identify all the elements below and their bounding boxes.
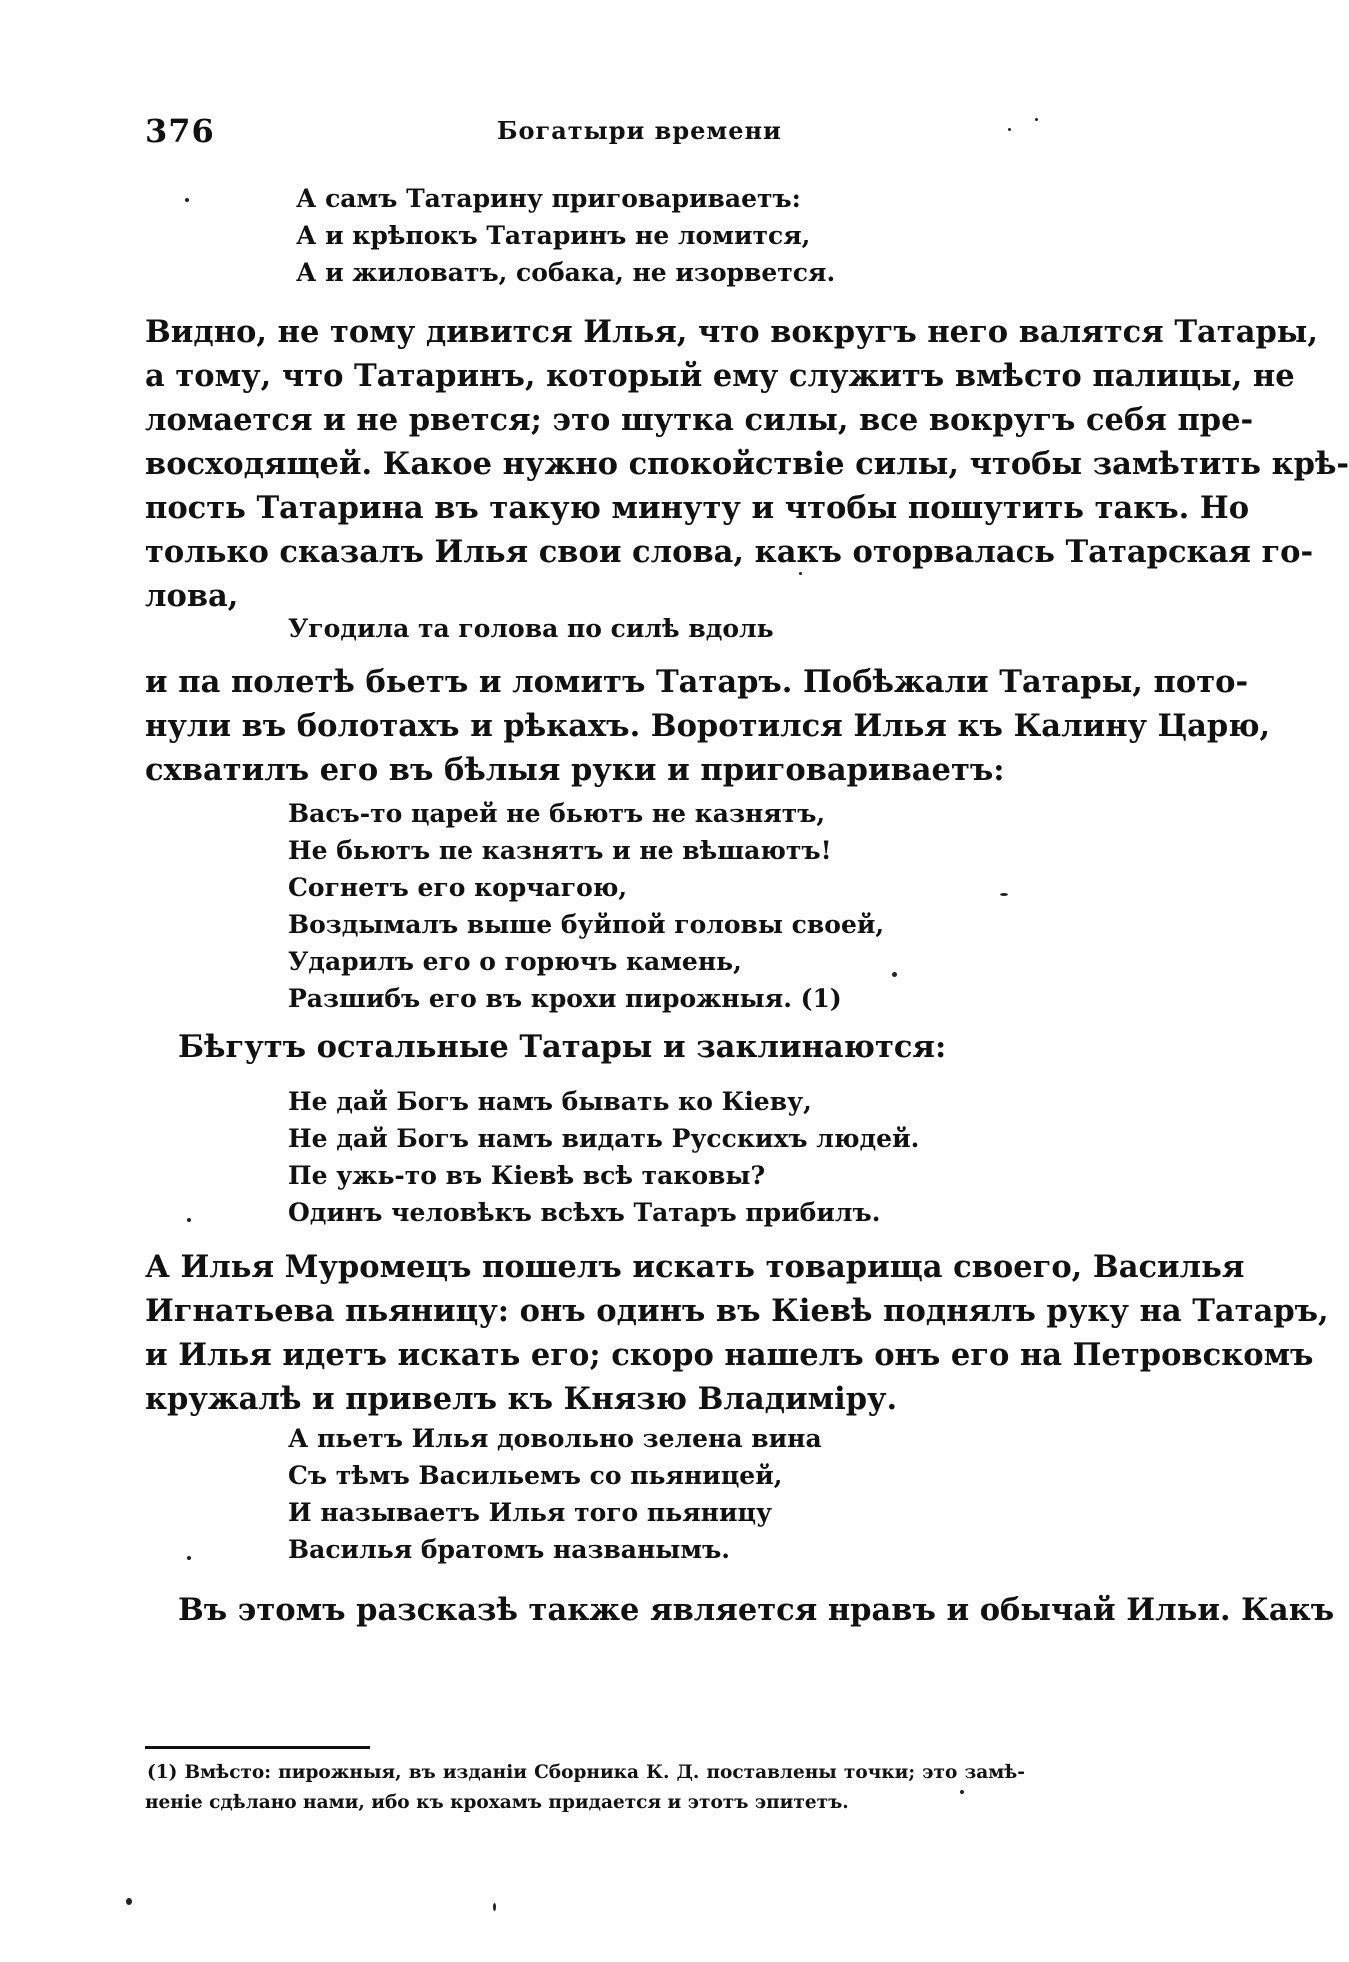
text-line: Бѣгутъ остальные Татары и заклинаются: xyxy=(178,1029,947,1065)
ink-speck xyxy=(892,972,897,977)
verse-line: Васъ-то царей не бьютъ не казнятъ, xyxy=(288,799,826,828)
paragraph-2 xyxy=(145,660,1271,792)
footnote-rule xyxy=(145,1746,370,1749)
verse-line: А самъ Татарину приговариваетъ: xyxy=(296,184,801,213)
paragraph-3 xyxy=(178,1025,1025,1069)
verse-line: Согнетъ его корчагою, xyxy=(288,873,628,902)
text-line: а тому, что Татаринъ, который ему служитъ вмѣсто палицы, не xyxy=(145,358,1295,394)
ink-speck xyxy=(960,1790,964,1794)
page-number: 376 xyxy=(145,112,215,150)
verse-line: Съ тѣмъ Васильемъ со пьяницей, xyxy=(288,1461,783,1490)
ink-speck xyxy=(493,1903,496,1911)
verse-block-2 xyxy=(288,610,774,647)
text-line: только сказалъ Илья свои слова, какъ оторвалась Татарская го- xyxy=(145,534,1314,570)
text-line: лова, xyxy=(145,578,239,614)
footnote-line: (1) Вмѣсто: пирожныя, въ изданіи Сборника К. Д. поставлены точки; это замѣ- xyxy=(147,1762,1025,1783)
ink-speck xyxy=(1000,893,1008,896)
text-line: восходящей. Какое нужно спокойствіе силы, чтобы замѣтить крѣ- xyxy=(145,446,1349,482)
verse-block-4 xyxy=(288,1083,919,1231)
footnote-line: неніе сдѣлано нами, ибо къ крохамъ придается и этотъ эпитетъ. xyxy=(145,1792,849,1813)
text-line: схватилъ его въ бѣлыя руки и приговариваетъ: xyxy=(145,752,1005,788)
verse-block-3 xyxy=(288,795,884,1017)
ink-speck xyxy=(1008,128,1011,131)
verse-block-1 xyxy=(296,180,835,291)
verse-line: И называетъ Илья того пьяницу xyxy=(288,1498,772,1527)
text-line: Видно, не тому дивится Илья, что вокругъ него валятся Татары, xyxy=(145,314,1318,350)
verse-line: Василья братомъ названымъ. xyxy=(288,1535,730,1564)
ink-speck xyxy=(799,572,802,575)
verse-line: Воздымалъ выше буйпой головы своей, xyxy=(288,910,885,939)
verse-line: Угодила та голова по силѣ вдоль xyxy=(288,614,774,643)
verse-line: Одинъ человѣкъ всѣхъ Татаръ прибилъ. xyxy=(288,1198,881,1227)
verse-line: Не бьютъ пе казнятъ и не вѣшаютъ! xyxy=(288,836,832,865)
text-line: А Илья Муромецъ пошелъ искать товарища своего, Василья xyxy=(145,1249,1245,1285)
verse-line: Пе ужь-то въ Кіевѣ всѣ таковы? xyxy=(288,1161,766,1190)
verse-line: А и крѣпокъ Татаринъ не ломится, xyxy=(296,221,811,250)
verse-line: Не дай Богъ намъ видать Русскихъ людей. xyxy=(288,1124,920,1153)
text-line: Игнатьева пьяницу: онъ одинъ въ Кіевѣ поднялъ руку на Татаръ, xyxy=(145,1293,1329,1329)
ink-speck xyxy=(187,1556,191,1560)
ink-speck xyxy=(187,1218,191,1222)
text-line: пость Татарина въ такую минуту и чтобы пошутить такъ. Но xyxy=(145,490,1250,526)
ink-speck xyxy=(1035,118,1038,121)
text-line: ломается и не рвется; это шутка силы, все вокругъ себя пре- xyxy=(145,402,1254,438)
text-line: Въ этомъ разсказѣ также является нравъ и обычай Ильи. Какъ xyxy=(178,1592,1335,1628)
verse-line: А и жиловатъ, собака, не изорвется. xyxy=(296,258,836,287)
ink-speck xyxy=(126,1898,132,1905)
verse-block-5 xyxy=(288,1420,822,1568)
running-head: Богатыри времени xyxy=(497,116,782,145)
text-line: и па полетѣ бьетъ и ломитъ Татаръ. Побѣжали Татары, пото- xyxy=(145,664,1249,700)
text-line: кружалѣ и привелъ къ Князю Владиміру. xyxy=(145,1381,898,1417)
paragraph-4 xyxy=(145,1245,1329,1421)
ink-speck xyxy=(185,198,189,202)
paragraph-1 xyxy=(145,310,1349,618)
verse-line: Не дай Богъ намъ бывать ко Кіеву, xyxy=(288,1087,812,1116)
page-header xyxy=(145,112,1025,152)
text-line: нули въ болотахъ и рѣкахъ. Воротился Илья къ Калину Царю, xyxy=(145,708,1271,744)
footnote xyxy=(145,1758,1025,1818)
verse-line: А пьетъ Илья довольно зелена вина xyxy=(288,1424,822,1453)
text-line: и Илья идетъ искать его; скоро нашелъ онъ его на Петровскомъ xyxy=(145,1337,1314,1373)
verse-line: Ударилъ его о горючъ камень, xyxy=(288,947,742,976)
paragraph-5 xyxy=(178,1588,1335,1632)
verse-line: Разшибъ его въ крохи пирожныя. (1) xyxy=(288,984,842,1013)
